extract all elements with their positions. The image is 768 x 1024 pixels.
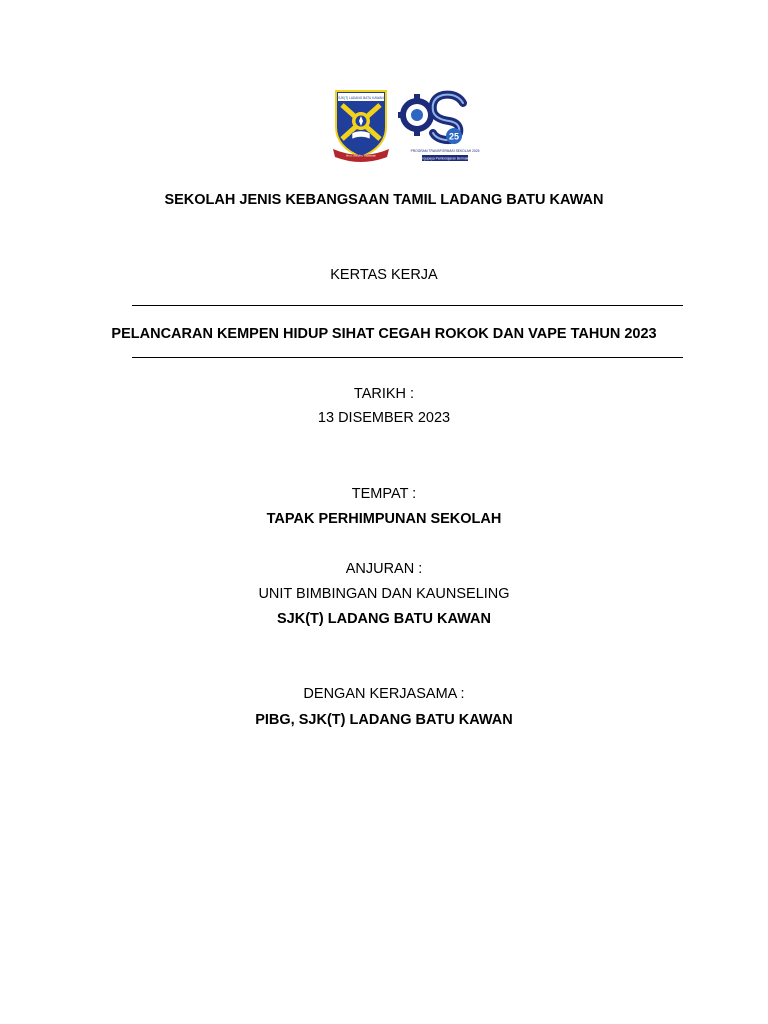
venue-label: TEMPAT :: [351, 486, 417, 502]
date-value: 13 DISEMBER 2023: [317, 410, 451, 426]
program-transformasi-logo: [397, 89, 480, 163]
divider-bottom: [132, 357, 683, 358]
collaboration-value: PIBG, SJK(T) LADANG BATU KAWAN: [255, 712, 513, 728]
collaboration-label: DENGAN KERJASAMA :: [303, 686, 465, 702]
organizer-school: SJK(T) LADANG BATU KAWAN: [277, 611, 491, 627]
school-crest-logo: [332, 87, 390, 163]
school-name: SEKOLAH JENIS KEBANGSAAN TAMIL LADANG BATU KAWAN: [164, 192, 604, 208]
organizer-unit: UNIT BIMBINGAN DAN KAUNSELING: [258, 586, 510, 602]
document-title: PELANCARAN KEMPEN HIDUP SIHAT CEGAH ROKOK DAN VAPE TAHUN 2023: [111, 326, 657, 342]
venue-value: TAPAK PERHIMPUNAN SEKOLAH: [266, 511, 502, 527]
crest-banner-text: SJK(T) LADANG BATU KAWAN: [338, 96, 384, 100]
organizer-label: ANJURAN :: [345, 561, 423, 577]
crest-motto-text: Ilmu, disiplin, kejayaan: [345, 153, 377, 158]
divider-top: [132, 305, 683, 306]
document-type: KERTAS KERJA: [330, 267, 438, 283]
program-logo-caption-1: PROGRAM TRANSFORMASI SEKOLAH 2025: [410, 149, 480, 153]
program-logo-caption-2: Pengupaya Pembelajaran Bermakna: [418, 156, 472, 161]
program-logo-number: 25: [448, 131, 460, 142]
date-label: TARIKH :: [353, 386, 415, 402]
